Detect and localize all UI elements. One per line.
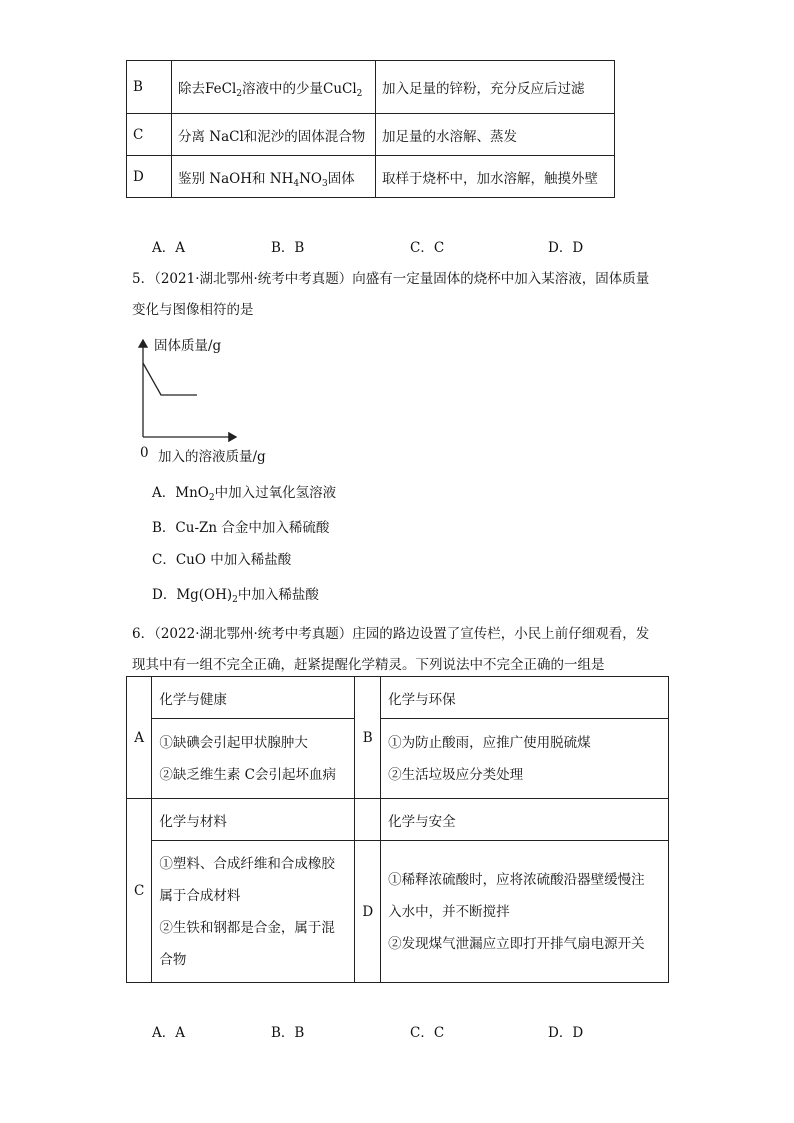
data-line xyxy=(143,363,197,395)
group-label-a: A xyxy=(127,677,152,799)
table-row xyxy=(127,156,615,198)
q6-stem-line1: 6．（2022·湖北鄂州·统考中考真题）庄园的路边设置了宣传栏，小民上前仔细观看，发 xyxy=(132,626,650,642)
group-title-a: 化学与健康 xyxy=(152,677,355,719)
group-label-c: C xyxy=(127,799,152,983)
row-label: B xyxy=(127,61,172,114)
experiment-purpose: 除去FeCl$_2$溶液中的少量CuCl$_2$ xyxy=(172,61,376,114)
choice-b[interactable]: B．B xyxy=(271,240,305,256)
q5-option-d[interactable]: D．$Mg(OH)_2$中加入稀盐酸 xyxy=(152,587,319,605)
y-axis-label: 固体质量/g xyxy=(154,338,222,354)
q6-choices xyxy=(0,1021,794,1041)
q5-graph xyxy=(132,330,292,465)
experiment-method: 取样于烧杯中，加水溶解，触摸外壁 xyxy=(376,156,615,198)
choice-a[interactable]: A．A xyxy=(152,1025,185,1041)
choice-b[interactable]: B．B xyxy=(271,1025,305,1041)
group-items-c: ①塑料、合成纤维和合成橡胶 属于合成材料 ②生铁和钢都是合金，属于混 合物 xyxy=(152,841,355,983)
table-row xyxy=(127,677,669,719)
q4-options-table xyxy=(126,60,615,198)
group-title-d: 化学与安全 xyxy=(381,799,669,841)
table-row xyxy=(127,841,669,983)
experiment-method: 加足量的水溶解、蒸发 xyxy=(376,114,615,156)
choice-d[interactable]: D．D xyxy=(548,1025,584,1041)
table-row xyxy=(127,799,669,841)
q5-option-c[interactable]: C．CuO 中加入稀盐酸 xyxy=(152,552,292,568)
row-label: D xyxy=(127,156,172,198)
table-row xyxy=(127,114,615,156)
table-row xyxy=(127,719,669,799)
q4-choices xyxy=(0,236,794,256)
origin-label: 0 xyxy=(140,445,149,461)
x-axis-label: 加入的溶液质量/g xyxy=(158,449,266,465)
experiment-purpose: 分离 NaCl和泥沙的固体混合物 xyxy=(172,114,376,156)
q5-option-b[interactable]: B．Cu-Zn 合金中加入稀硫酸 xyxy=(152,520,330,536)
experiment-method: 加入足量的锌粉，充分反应后过滤 xyxy=(376,61,615,114)
group-title-c: 化学与材料 xyxy=(152,799,355,841)
group-items-a: ①缺碘会引起甲状腺肿大 ②缺乏维生素 C会引起坏血病 xyxy=(152,719,355,799)
choice-a[interactable]: A．A xyxy=(152,240,185,256)
table-row xyxy=(127,61,615,114)
choice-d[interactable]: D．D xyxy=(548,240,584,256)
q5-stem-line2: 变化与图像相符的是 xyxy=(132,302,254,318)
group-title-b: 化学与环保 xyxy=(381,677,669,719)
group-label-b: B xyxy=(355,677,381,799)
group-items-d: ①稀释浓硫酸时，应将浓硫酸沿器壁缓慢注 入水中，并不断搅拌 ②发现煤气泄漏应立即打开排气扇电源开关 xyxy=(381,841,669,983)
group-label-d: D xyxy=(355,841,381,983)
q5-stem-line1: 5．（2021·湖北鄂州·统考中考真题）向盛有一定量固体的烧杯中加入某溶液，固体质量 xyxy=(132,271,650,287)
choice-c[interactable]: C．C xyxy=(410,1025,445,1041)
experiment-purpose: 鉴别 NaOH和 $NH_4NO_3$固体 xyxy=(172,156,376,198)
group-items-b: ①为防止酸雨，应推广使用脱硫煤 ②生活垃圾应分类处理 xyxy=(381,719,669,799)
q6-table xyxy=(126,676,669,983)
choice-c[interactable]: C．C xyxy=(410,240,445,256)
q5-option-a[interactable]: A．MnO$_2$中加入过氧化氢溶液 xyxy=(152,485,337,503)
row-label: C xyxy=(127,114,172,156)
q6-stem-line2: 现其中有一组不完全正确，赶紧提醒化学精灵。下列说法中不完全正确的一组是 xyxy=(132,657,605,673)
